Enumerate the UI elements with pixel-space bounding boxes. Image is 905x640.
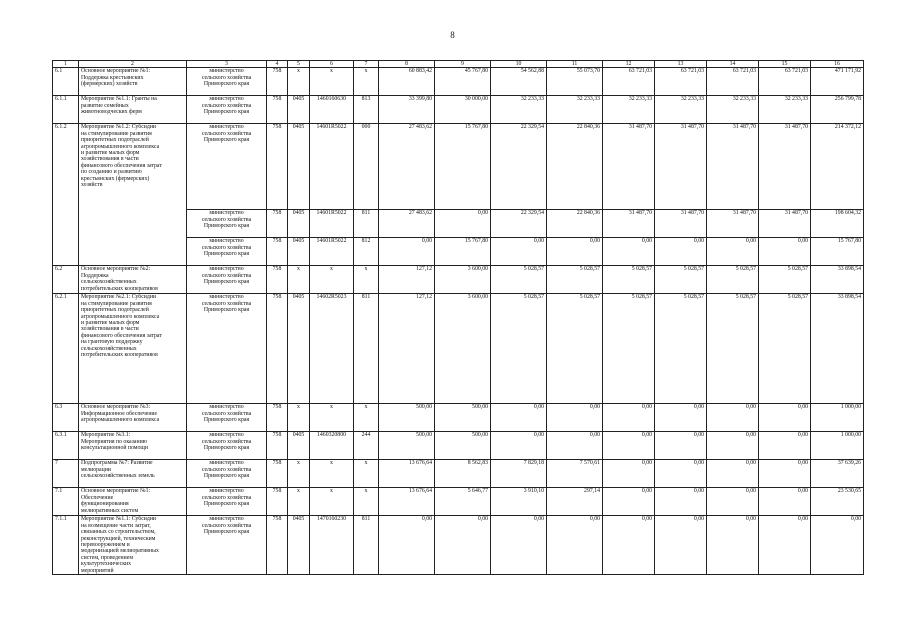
section-code: 0405 (288, 210, 310, 238)
amount-year-7: 31 487,70 (707, 124, 759, 210)
column-number: 16 (811, 61, 864, 68)
responsible-executor: министерство сельского хозяйства Приморского края (187, 266, 267, 294)
amount-year-4: 22 840,36 (547, 210, 603, 238)
amount-year-8: 0,00 (759, 516, 811, 575)
amount-year-8: 0,00 (759, 432, 811, 460)
amount-year-6: 31 487,70 (655, 210, 707, 238)
amount-year-8: 32 233,33 (759, 96, 811, 124)
amount-year-4: 0,00 (547, 404, 603, 432)
responsible-executor: министерство сельского хозяйства Приморского края (187, 460, 267, 488)
amount-total: 1 000,00 (811, 432, 864, 460)
amount-year-6: 32 233,33 (655, 96, 707, 124)
amount-year-1: 27 483,62 (379, 210, 435, 238)
amount-year-4: 0,00 (547, 238, 603, 266)
section-code: 0405 (288, 96, 310, 124)
column-number: 13 (655, 61, 707, 68)
amount-year-5: 0,00 (603, 460, 655, 488)
amount-year-5: 31 487,70 (603, 124, 655, 210)
expense-type-code: 244 (354, 432, 379, 460)
amount-year-4: 7 570,61 (547, 460, 603, 488)
amount-year-6: 0,00 (655, 404, 707, 432)
target-article-code: 14602R5023 (310, 294, 354, 404)
activity-name: Подпрограмма №7: Развитие мелиорации сельскохозяйственных земель (79, 460, 187, 488)
column-number-row (53, 61, 864, 68)
amount-year-7: 0,00 (707, 432, 759, 460)
section-code: x (288, 488, 310, 516)
section-code: 0405 (288, 124, 310, 210)
amount-year-8: 31 487,70 (759, 210, 811, 238)
amount-year-2: 15 767,80 (435, 124, 491, 210)
amount-year-4: 22 840,36 (547, 124, 603, 210)
amount-year-6: 5 028,57 (655, 266, 707, 294)
amount-year-7: 0,00 (707, 404, 759, 432)
responsible-executor: министерство сельского хозяйства Приморского края (187, 96, 267, 124)
amount-year-6: 0,00 (655, 238, 707, 266)
amount-year-5: 31 487,70 (603, 210, 655, 238)
column-number: 2 (79, 61, 187, 68)
grbs-code: 758 (267, 516, 288, 575)
amount-year-5: 0,00 (603, 432, 655, 460)
amount-year-2: 3 600,00 (435, 266, 491, 294)
row-number: 7 (53, 460, 79, 488)
table-row (53, 68, 864, 96)
amount-year-8: 0,00 (759, 404, 811, 432)
expense-type-code: 811 (354, 516, 379, 575)
amount-year-2: 8 562,83 (435, 460, 491, 488)
grbs-code: 758 (267, 294, 288, 404)
table-row (53, 266, 864, 294)
amount-year-8: 5 028,57 (759, 294, 811, 404)
amount-year-2: 30 000,00 (435, 96, 491, 124)
amount-year-7: 0,00 (707, 460, 759, 488)
row-number: 6.1 (53, 68, 79, 96)
amount-year-1: 500,00 (379, 432, 435, 460)
expense-type-code: x (354, 488, 379, 516)
amount-year-6: 63 721,03 (655, 68, 707, 96)
amount-year-3: 54 562,88 (491, 68, 547, 96)
amount-year-2: 500,00 (435, 432, 491, 460)
amount-year-3: 3 910,10 (491, 488, 547, 516)
target-article-code: 1460320800 (310, 432, 354, 460)
amount-total: 1 000,00 (811, 404, 864, 432)
table-row (53, 432, 864, 460)
amount-year-3: 0,00 (491, 238, 547, 266)
section-code: x (288, 404, 310, 432)
amount-year-8: 0,00 (759, 238, 811, 266)
amount-year-1: 127,12 (379, 294, 435, 404)
page-number: 8 (450, 30, 455, 40)
activity-name: Основное мероприятие №3: Информационное обеспечение агропромышленного комплекса (79, 404, 187, 432)
amount-year-3: 22 329,54 (491, 210, 547, 238)
amount-year-4: 5 028,57 (547, 266, 603, 294)
column-number: 1 (53, 61, 79, 68)
amount-year-6: 0,00 (655, 516, 707, 575)
amount-year-6: 5 028,57 (655, 294, 707, 404)
amount-year-5: 0,00 (603, 516, 655, 575)
amount-total: 471 171,92 (811, 68, 864, 96)
amount-year-2: 0,00 (435, 516, 491, 575)
amount-year-5: 0,00 (603, 238, 655, 266)
responsible-executor: министерство сельского хозяйства Приморского края (187, 68, 267, 96)
amount-year-2: 5 646,77 (435, 488, 491, 516)
responsible-executor: министерство сельского хозяйства Приморского края (187, 238, 267, 266)
activity-name: Основное мероприятие №1: Поддержка крестьянских (фермерских) хозяйств (79, 68, 187, 96)
grbs-code: 758 (267, 238, 288, 266)
row-number: 6.1.2 (53, 124, 79, 266)
amount-year-3: 5 028,57 (491, 266, 547, 294)
target-article-code: x (310, 68, 354, 96)
row-number: 7.1.1 (53, 516, 79, 575)
column-number: 6 (310, 61, 354, 68)
target-article-code: x (310, 266, 354, 294)
activity-name: Мероприятие №1.2: Субсидии на стимулирование развития приоритетных подотраслей агропромышленного комплекса и развитие малых форм хозяйствования в части финансового обеспечения затрат по созданию и развитию крестьянских (фермерских) хозяйств (79, 124, 187, 266)
column-number: 3 (187, 61, 267, 68)
column-number: 5 (288, 61, 310, 68)
amount-year-2: 0,00 (435, 210, 491, 238)
amount-year-7: 5 028,57 (707, 294, 759, 404)
section-code: 0405 (288, 516, 310, 575)
amount-year-7: 63 721,03 (707, 68, 759, 96)
activity-name: Мероприятие №3.1: Мероприятия по оказанию консультационной помощи (79, 432, 187, 460)
amount-total: 37 639,26 (811, 460, 864, 488)
amount-year-6: 0,00 (655, 432, 707, 460)
table-row (53, 460, 864, 488)
row-number: 7.1 (53, 488, 79, 516)
amount-total: 15 767,80 (811, 238, 864, 266)
amount-year-4: 0,00 (547, 516, 603, 575)
amount-year-1: 127,12 (379, 266, 435, 294)
expense-type-code: 811 (354, 210, 379, 238)
amount-year-1: 60 883,42 (379, 68, 435, 96)
section-code: x (288, 68, 310, 96)
amount-year-3: 7 829,18 (491, 460, 547, 488)
amount-year-8: 31 487,70 (759, 124, 811, 210)
table-row (53, 124, 864, 210)
table-row (53, 488, 864, 516)
amount-year-5: 63 721,03 (603, 68, 655, 96)
expense-type-code: 813 (354, 96, 379, 124)
amount-year-3: 5 028,57 (491, 294, 547, 404)
responsible-executor: министерство сельского хозяйства Приморского края (187, 516, 267, 575)
responsible-executor: министерство сельского хозяйства Приморского края (187, 124, 267, 210)
table-row (53, 516, 864, 575)
target-article-code: 14601R5022 (310, 124, 354, 210)
table-row (53, 294, 864, 404)
expense-type-code: x (354, 266, 379, 294)
column-number: 14 (707, 61, 759, 68)
column-number: 7 (354, 61, 379, 68)
amount-year-8: 63 721,03 (759, 68, 811, 96)
amount-year-5: 5 028,57 (603, 294, 655, 404)
amount-year-7: 32 233,33 (707, 96, 759, 124)
expense-type-code: x (354, 68, 379, 96)
target-article-code: 1470160230 (310, 516, 354, 575)
section-code: 0405 (288, 294, 310, 404)
grbs-code: 758 (267, 404, 288, 432)
amount-year-2: 45 767,80 (435, 68, 491, 96)
table-row (53, 96, 864, 124)
responsible-executor: министерство сельского хозяйства Приморского края (187, 488, 267, 516)
amount-year-1: 13 676,64 (379, 488, 435, 516)
column-number: 9 (435, 61, 491, 68)
amount-year-2: 3 600,00 (435, 294, 491, 404)
amount-year-6: 31 487,70 (655, 124, 707, 210)
grbs-code: 758 (267, 210, 288, 238)
column-number: 10 (491, 61, 547, 68)
amount-year-7: 0,00 (707, 488, 759, 516)
expense-type-code: x (354, 404, 379, 432)
amount-year-7: 0,00 (707, 238, 759, 266)
amount-year-6: 0,00 (655, 460, 707, 488)
amount-year-3: 0,00 (491, 432, 547, 460)
amount-year-8: 0,00 (759, 488, 811, 516)
amount-total: 33 898,54 (811, 294, 864, 404)
amount-year-3: 0,00 (491, 516, 547, 575)
row-number: 6.3 (53, 404, 79, 432)
amount-year-3: 32 233,33 (491, 96, 547, 124)
responsible-executor: министерство сельского хозяйства Приморского края (187, 404, 267, 432)
column-number: 4 (267, 61, 288, 68)
section-code: 0405 (288, 432, 310, 460)
activity-name: Основное мероприятие №1: Обеспечение функционирования мелиоративных систем (79, 488, 187, 516)
amount-year-6: 0,00 (655, 488, 707, 516)
grbs-code: 758 (267, 460, 288, 488)
row-number: 6.2.1 (53, 294, 79, 404)
amount-year-4: 297,14 (547, 488, 603, 516)
section-code: x (288, 460, 310, 488)
column-number: 11 (547, 61, 603, 68)
section-code: 0405 (288, 238, 310, 266)
expense-type-code: 000 (354, 124, 379, 210)
amount-total: 0,00 (811, 516, 864, 575)
section-code: x (288, 266, 310, 294)
grbs-code: 758 (267, 68, 288, 96)
amount-year-7: 31 487,70 (707, 210, 759, 238)
column-number: 12 (603, 61, 655, 68)
amount-year-5: 5 028,57 (603, 266, 655, 294)
amount-year-1: 33 399,80 (379, 96, 435, 124)
target-article-code: 1460160630 (310, 96, 354, 124)
amount-year-8: 5 028,57 (759, 266, 811, 294)
amount-year-4: 55 073,70 (547, 68, 603, 96)
target-article-code: 14601R5022 (310, 238, 354, 266)
amount-total: 256 799,78 (811, 96, 864, 124)
grbs-code: 758 (267, 124, 288, 210)
responsible-executor: министерство сельского хозяйства Приморского края (187, 432, 267, 460)
amount-year-2: 15 767,80 (435, 238, 491, 266)
grbs-code: 758 (267, 266, 288, 294)
grbs-code: 758 (267, 432, 288, 460)
amount-year-7: 0,00 (707, 516, 759, 575)
amount-year-5: 32 233,33 (603, 96, 655, 124)
target-article-code: 14601R5022 (310, 210, 354, 238)
amount-year-4: 0,00 (547, 432, 603, 460)
amount-year-2: 500,00 (435, 404, 491, 432)
amount-year-1: 500,00 (379, 404, 435, 432)
row-number: 6.2 (53, 266, 79, 294)
amount-year-7: 5 028,57 (707, 266, 759, 294)
amount-year-5: 0,00 (603, 404, 655, 432)
amount-total: 23 530,65 (811, 488, 864, 516)
amount-year-3: 0,00 (491, 404, 547, 432)
target-article-code: x (310, 488, 354, 516)
amount-year-1: 0,00 (379, 516, 435, 575)
amount-year-8: 0,00 (759, 460, 811, 488)
activity-name: Мероприятие №1.1: Субсидии на возмещение части затрат, связанных со строительством, реконструкцией, техническим перевооружением и модернизацией мелиоративных систем, проведением культуртехнических мероприятий (79, 516, 187, 575)
amount-year-1: 0,00 (379, 238, 435, 266)
amount-year-1: 27 483,62 (379, 124, 435, 210)
column-number: 8 (379, 61, 435, 68)
budget-table (52, 60, 864, 575)
row-number: 6.3.1 (53, 432, 79, 460)
responsible-executor: министерство сельского хозяйства Приморского края (187, 210, 267, 238)
amount-year-1: 13 676,64 (379, 460, 435, 488)
amount-total: 198 604,32 (811, 210, 864, 238)
target-article-code: x (310, 460, 354, 488)
amount-total: 214 372,12 (811, 124, 864, 210)
expense-type-code: 811 (354, 294, 379, 404)
amount-year-4: 5 028,57 (547, 294, 603, 404)
amount-total: 33 898,54 (811, 266, 864, 294)
column-number: 15 (759, 61, 811, 68)
responsible-executor: министерство сельского хозяйства Приморского края (187, 294, 267, 404)
expense-type-code: 812 (354, 238, 379, 266)
target-article-code: x (310, 404, 354, 432)
amount-year-3: 22 329,54 (491, 124, 547, 210)
amount-year-4: 32 233,33 (547, 96, 603, 124)
activity-name: Основное мероприятие №2: Поддержка сельскохозяйственных потребительских кооперативов (79, 266, 187, 294)
grbs-code: 758 (267, 96, 288, 124)
expense-type-code: x (354, 460, 379, 488)
table-row (53, 404, 864, 432)
activity-name: Мероприятие №1.1: Гранты на развитие семейных животноводческих ферм (79, 96, 187, 124)
grbs-code: 758 (267, 488, 288, 516)
amount-year-5: 0,00 (603, 488, 655, 516)
row-number: 6.1.1 (53, 96, 79, 124)
activity-name: Мероприятие №2.1: Субсидии на стимулирование развития приоритетных подотраслей агропромышленного комплекса и развитие малых форм хозяйствования в части финансового обеспечения затрат на грантовую поддержку сельскохозяйственных потребительских кооперативов (79, 294, 187, 404)
